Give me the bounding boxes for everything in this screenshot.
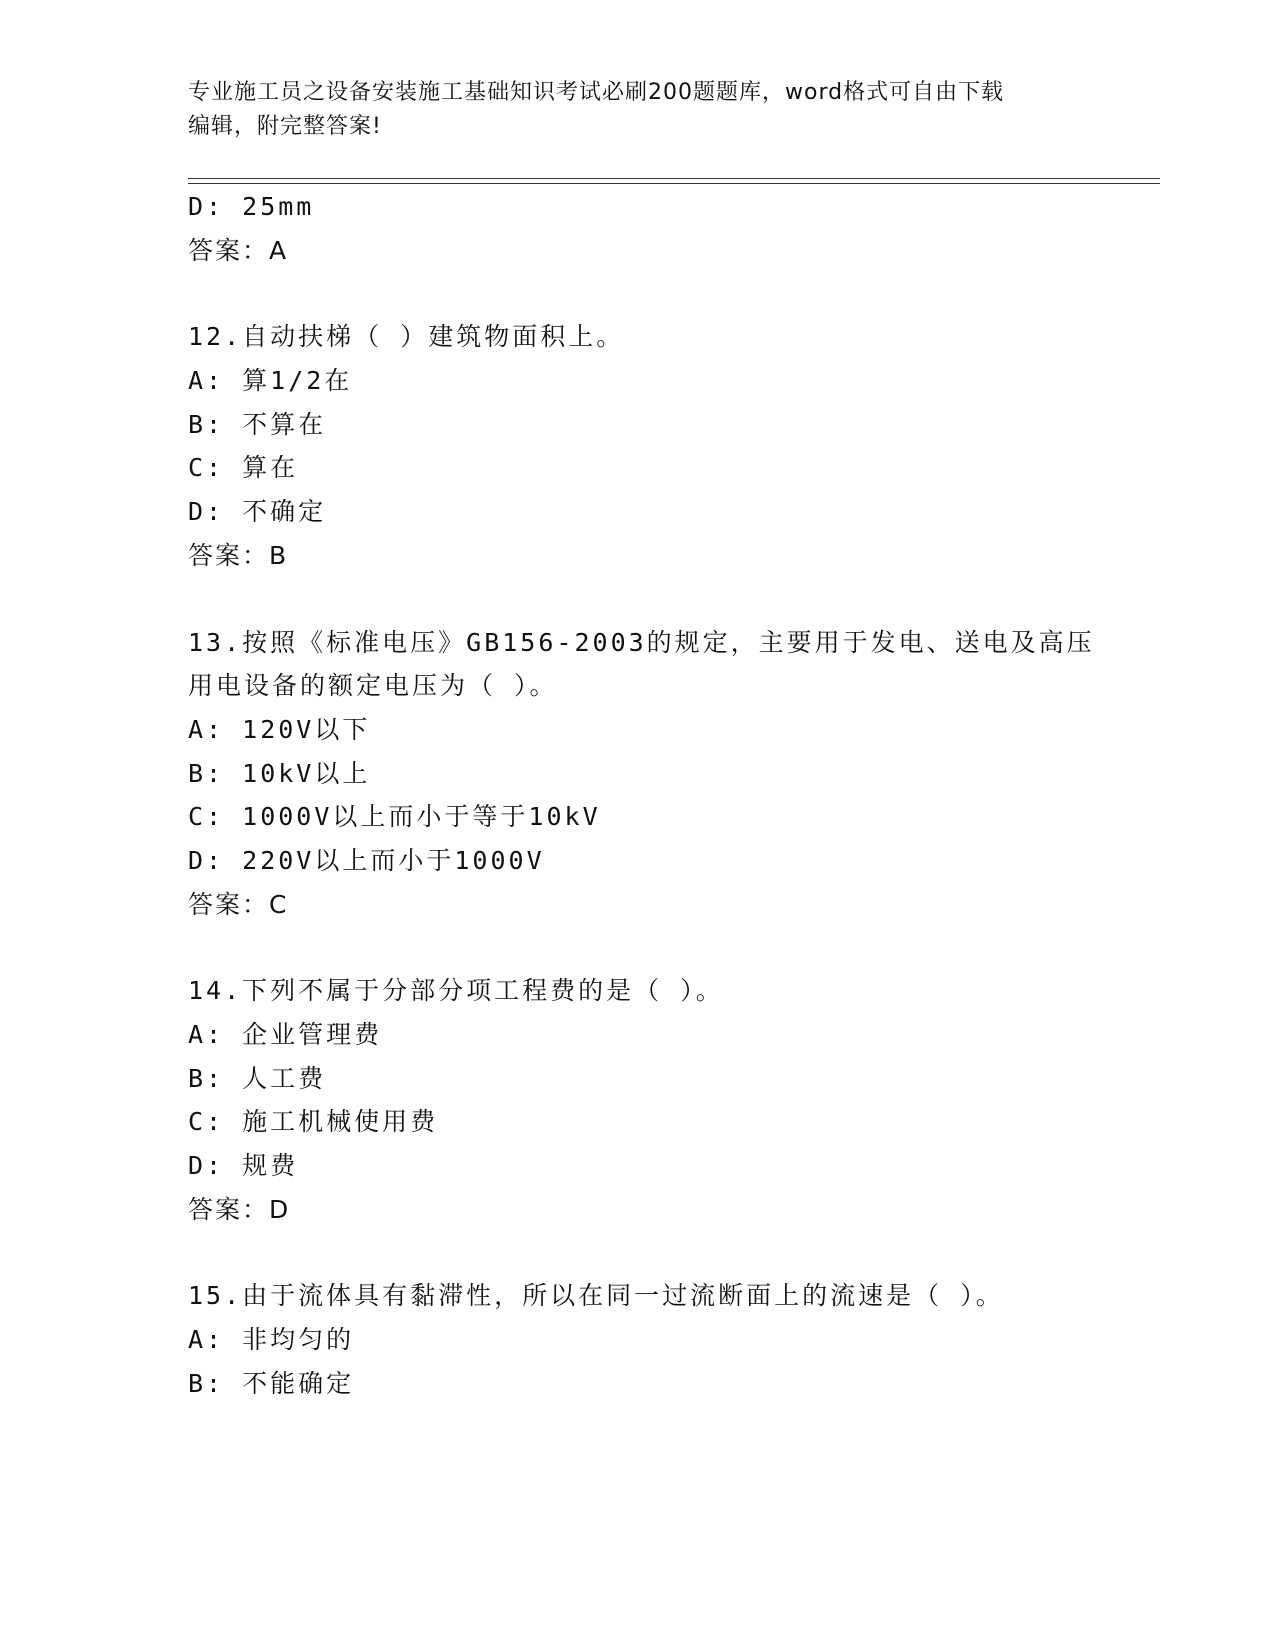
option-c-q12: C: 算在 <box>188 453 299 482</box>
option-d-q11: D: 25mm <box>188 192 315 221</box>
option-b-q15: B: 不能确定 <box>188 1369 355 1398</box>
question-14: 14.下列不属于分部分项工程费的是（ ）。 <box>188 976 724 1005</box>
option-a-q12: A: 算1/2在 <box>188 366 353 395</box>
option-d-q13: D: 220V以上而小于1000V <box>188 846 545 875</box>
answer-q13: 答案：C <box>188 890 289 919</box>
document-header <box>188 76 1068 144</box>
option-a-q14: A: 企业管理费 <box>188 1020 383 1049</box>
option-b-q13: B: 10kV以上 <box>188 759 371 788</box>
option-d-q14: D: 规费 <box>188 1151 299 1180</box>
option-a-q13: A: 120V以下 <box>188 715 371 744</box>
question-12: 12.自动扶梯（ ）建筑物面积上。 <box>188 322 625 351</box>
option-b-q12: B: 不算在 <box>188 410 327 439</box>
option-c-q14: C: 施工机械使用费 <box>188 1107 439 1136</box>
question-13-line-1: 13.按照《标准电压》GB156-2003的规定，主要用于发电、送电及高压 <box>188 628 1095 657</box>
answer-q11: 答案：A <box>188 236 289 265</box>
question-15: 15.由于流体具有黏滞性，所以在同一过流断面上的流速是（ ）。 <box>188 1281 1004 1310</box>
option-b-q14: B: 人工费 <box>188 1064 327 1093</box>
option-c-q13: C: 1000V以上而小于等于10kV <box>188 802 601 831</box>
header-line-1: 专业施工员之设备安装施工基础知识考试必刷200题题库，word格式可自由下载 <box>188 80 1005 105</box>
header-rule-top <box>188 178 1160 179</box>
option-d-q12: D: 不确定 <box>188 497 327 526</box>
question-13-line-2: 用电设备的额定电压为（ ）。 <box>188 671 558 700</box>
header-line-2: 编辑，附完整答案! <box>188 114 382 139</box>
answer-q12: 答案：B <box>188 541 289 570</box>
option-a-q15: A: 非均匀的 <box>188 1325 355 1354</box>
header-rule-bottom <box>188 183 1160 184</box>
answer-q14: 答案：D <box>188 1195 291 1224</box>
